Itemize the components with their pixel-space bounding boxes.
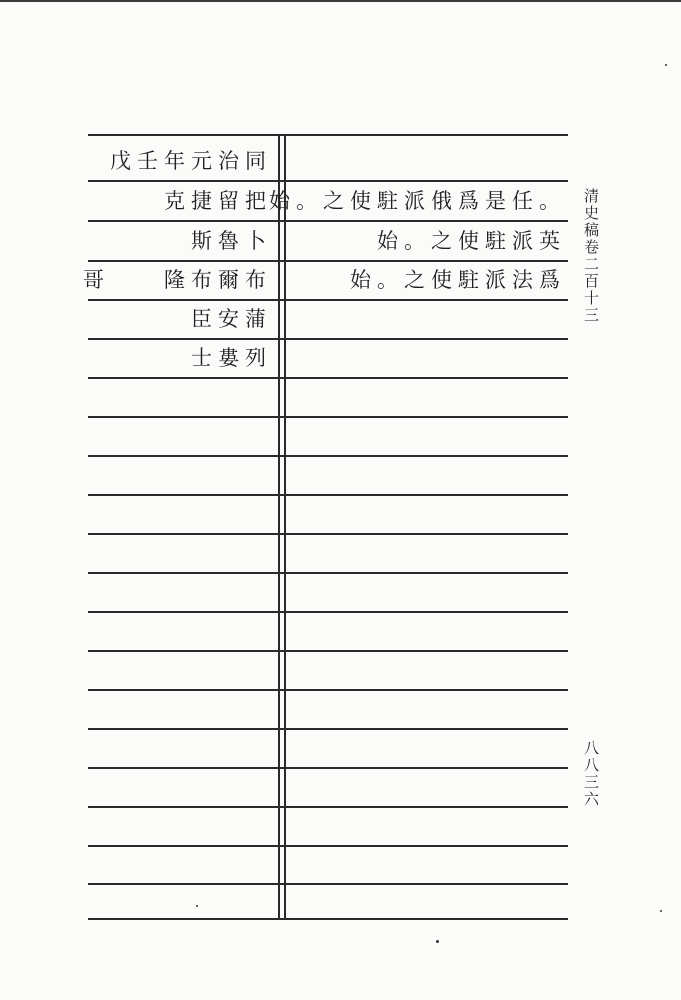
- row-rule: [88, 338, 568, 340]
- row-rule: [88, 728, 568, 730]
- print-speck: [665, 64, 667, 66]
- row-rule: [88, 416, 568, 418]
- left-cell: 克捷留把: [164, 189, 272, 213]
- column-divider-right: [284, 136, 286, 918]
- row-rule: [88, 455, 568, 457]
- page-number: 八八三六: [582, 740, 600, 808]
- volume-title: 清史稿卷二百十三: [582, 188, 600, 324]
- left-cell: 臣安蒲: [191, 307, 272, 331]
- left-cell: 戊壬年元治同: [110, 149, 272, 173]
- row-rule: [88, 533, 568, 535]
- row-rule: [88, 689, 568, 691]
- row-rule: [88, 883, 568, 885]
- right-cell: 始。之使駐派法爲: [350, 268, 566, 292]
- left-cell: 斯魯卜: [191, 229, 272, 253]
- row-rule: [88, 377, 568, 379]
- row-rule: [88, 572, 568, 574]
- row-rule: [88, 494, 568, 496]
- table-bottom-rule: [88, 918, 568, 920]
- print-speck: [660, 910, 662, 912]
- right-cell: 始。之使駐派英: [377, 229, 566, 253]
- table-top-rule: [88, 134, 568, 136]
- row-rule: [88, 299, 568, 301]
- column-divider-left: [278, 136, 280, 918]
- left-cell: 哥 隆布爾布: [83, 268, 272, 292]
- print-speck: [196, 905, 198, 907]
- left-cell: 士婁列: [191, 346, 272, 370]
- page-top-border: [0, 0, 681, 2]
- row-rule: [88, 845, 568, 847]
- row-rule: [88, 767, 568, 769]
- print-speck: [436, 940, 439, 943]
- row-rule: [88, 806, 568, 808]
- row-rule: [88, 611, 568, 613]
- right-cell: 始。之使駐派俄爲是任。: [269, 189, 566, 213]
- row-rule: [88, 650, 568, 652]
